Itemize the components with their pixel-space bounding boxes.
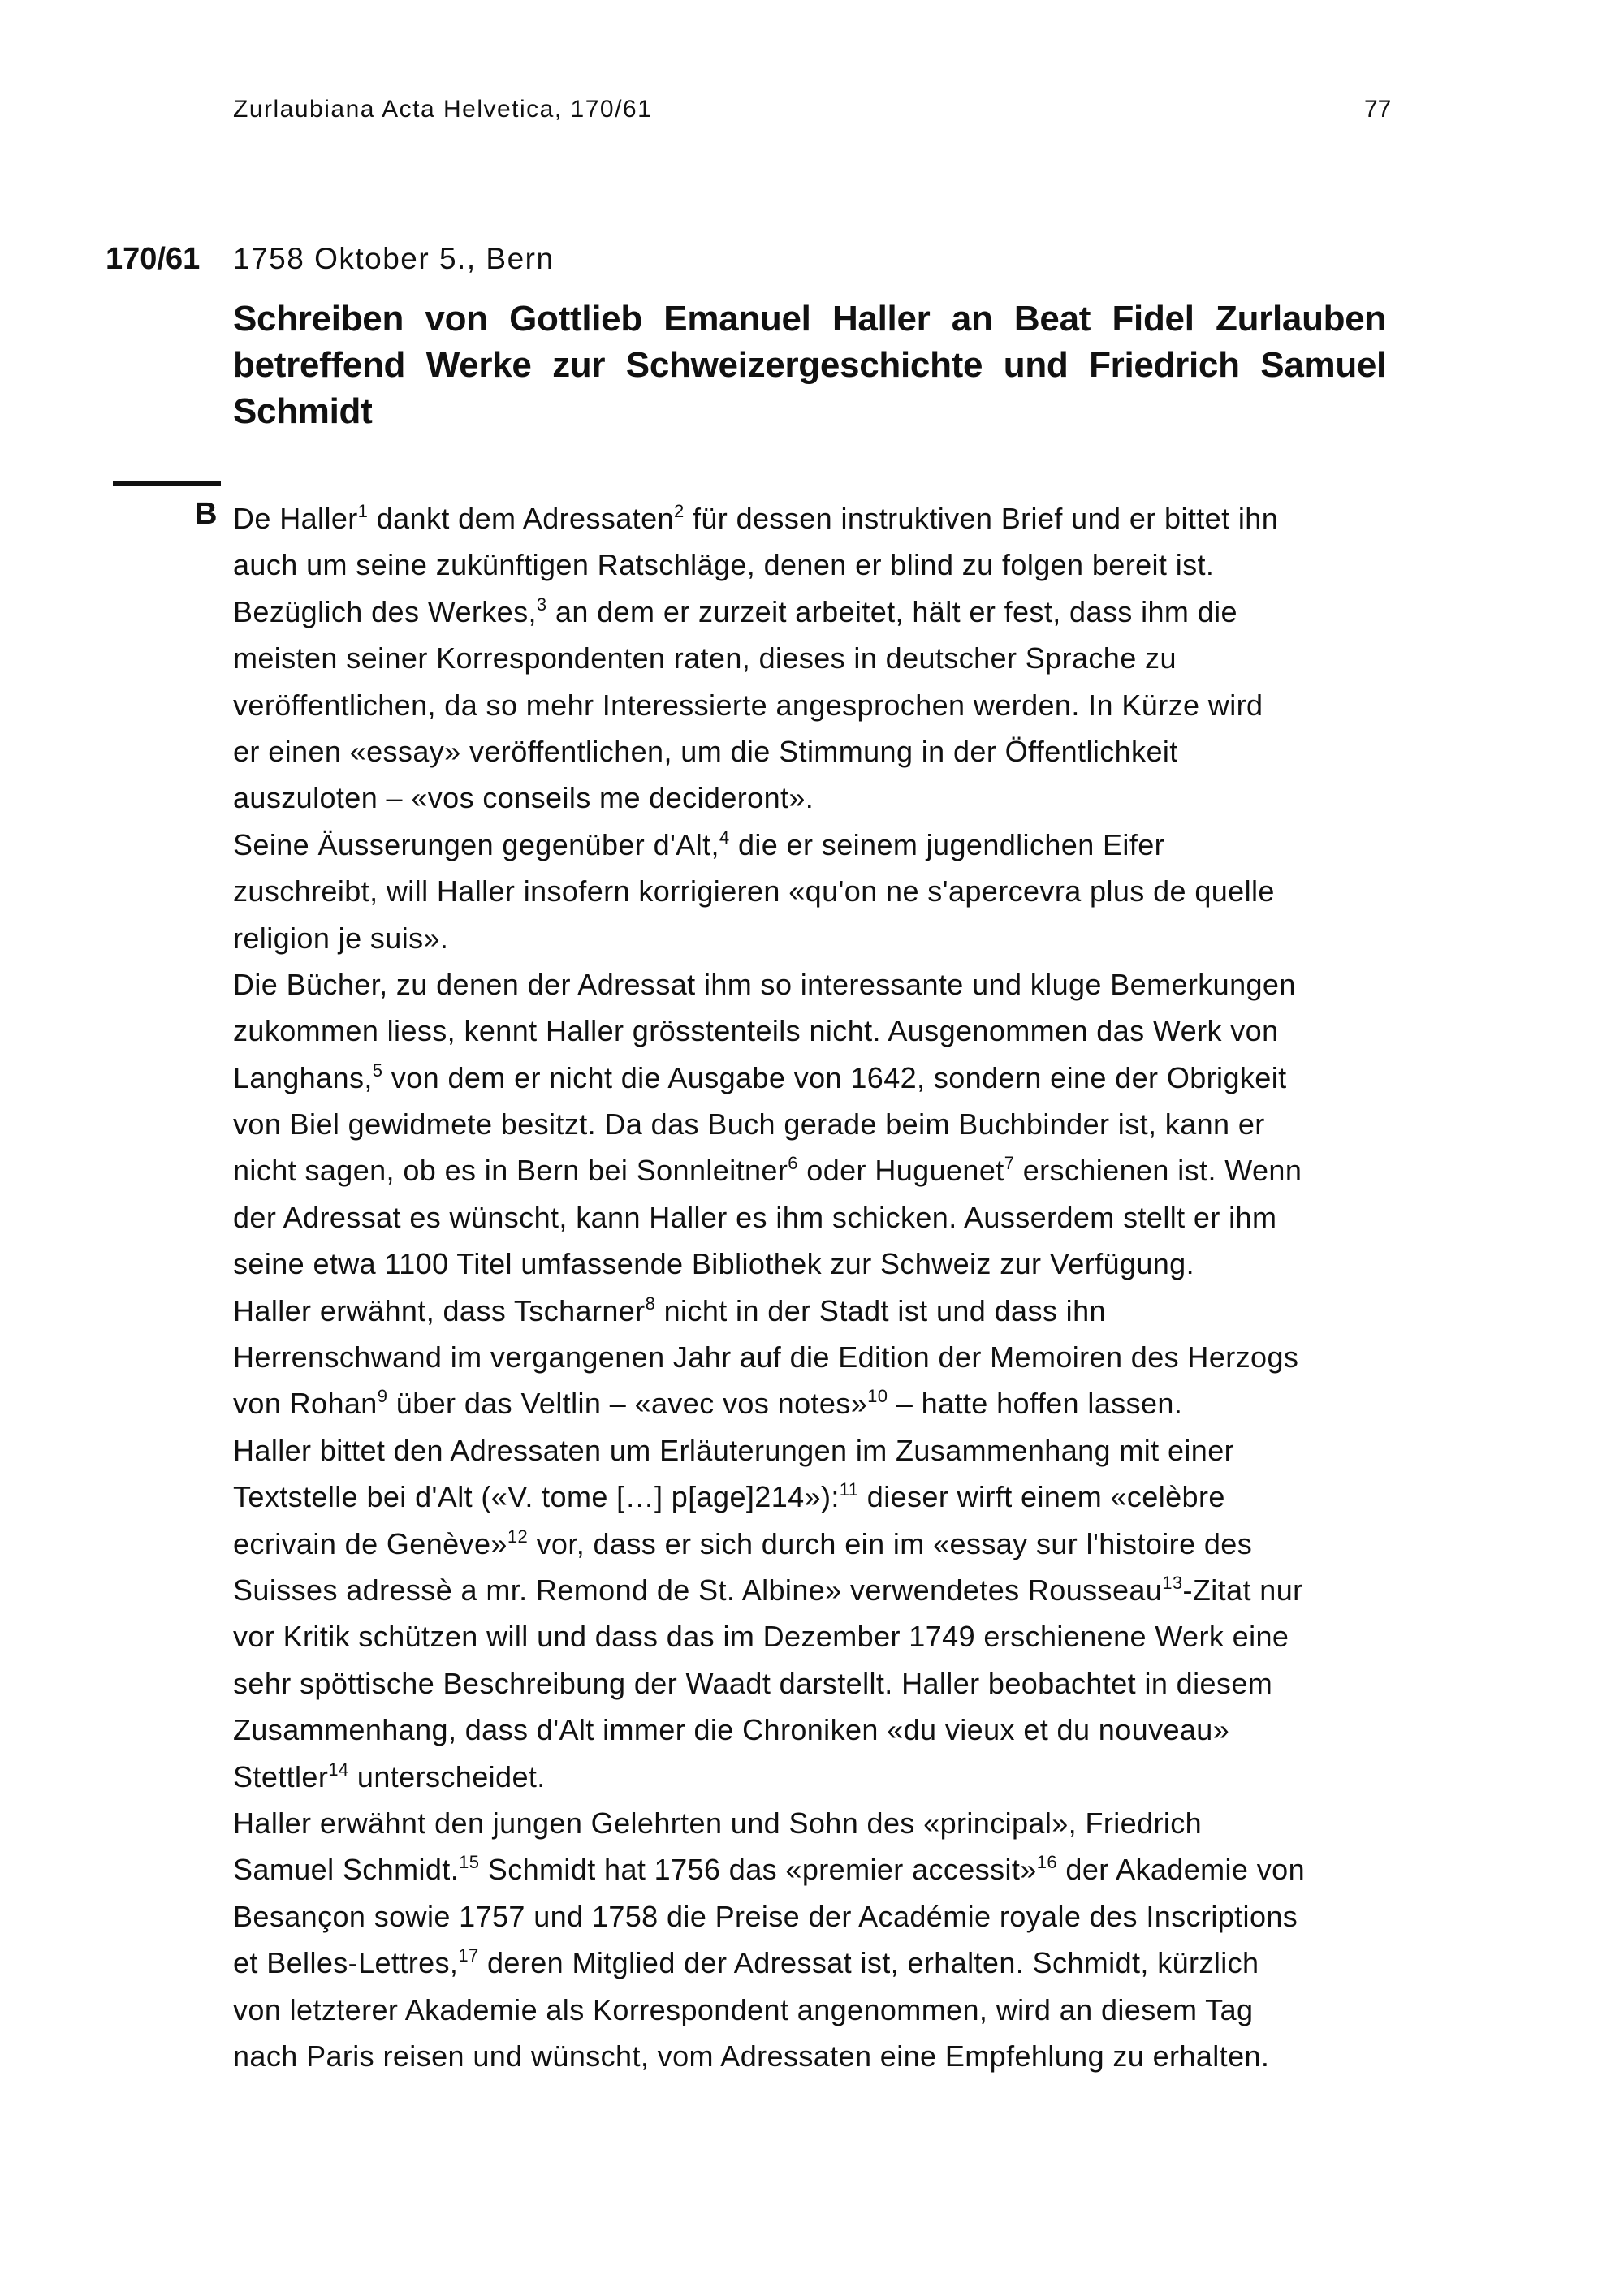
body-text: veröffentlichen, da so mehr Interessierte angesprochen werden. In Kürze wird: [233, 688, 1263, 722]
body-text: ecrivain de Genève»: [233, 1526, 508, 1560]
footnote-ref[interactable]: 4: [719, 826, 730, 848]
footnote-ref[interactable]: 7: [1004, 1153, 1015, 1174]
body-text: auch um seine zukünftigen Ratschläge, denen er blind zu folgen bereit ist.: [233, 548, 1215, 582]
body-line: [233, 1893, 1402, 1940]
body-line: [233, 1846, 1402, 1892]
body-line: [233, 1521, 1402, 1567]
body-text: von Rohan: [233, 1387, 378, 1421]
body-line: [233, 1147, 1402, 1193]
body-line: [233, 1567, 1402, 1613]
body-line: [233, 728, 1402, 775]
body-line: [233, 1288, 1402, 1334]
entry-title-line: betreffend Werke zur Schweizergeschichte und Friedrich Samuel: [233, 345, 1386, 385]
body-line: [233, 775, 1402, 821]
body-text: oder Huguenet: [797, 1154, 1004, 1188]
body-line: [233, 2033, 1402, 2079]
body-text: sehr spöttische Beschreibung der Waadt darstellt. Haller beobachtet in diesem: [233, 1666, 1273, 1700]
footnote-ref[interactable]: 10: [867, 1386, 888, 1407]
body-line: [233, 1334, 1402, 1380]
body-text: vor, dass er sich durch ein im «essay sur l'histoire des: [528, 1526, 1253, 1560]
body-line: [233, 495, 1402, 542]
body-line: [233, 961, 1402, 1008]
body-line: [233, 1940, 1402, 1986]
section-letter: B: [195, 497, 218, 531]
section-divider: [113, 481, 221, 486]
entry-title-line: Schreiben von Gottlieb Emanuel Haller an Beat Fidel Zurlauben: [233, 299, 1386, 339]
body-text: meisten seiner Korrespondenten raten, dieses in deutscher Sprache zu: [233, 641, 1177, 675]
body-text: zukommen liess, kennt Haller grösstenteils nicht. Ausgenommen das Werk von: [233, 1014, 1279, 1048]
body-text: nach Paris reisen und wünscht, vom Adressaten eine Empfehlung zu erhalten.: [233, 2039, 1270, 2073]
body-text: – hatte hoffen lassen.: [888, 1387, 1183, 1421]
body-line: [233, 1380, 1402, 1426]
body-text: unterscheidet.: [348, 1759, 546, 1793]
body-text: Langhans,: [233, 1060, 373, 1094]
footnote-ref[interactable]: 3: [536, 593, 547, 615]
body-text: Suisses adressè a mr. Remond de St. Albine» verwendetes Rousseau: [233, 1573, 1163, 1607]
body-text: er einen «essay» veröffentlichen, um die Stimmung in der Öffentlichkeit: [233, 734, 1178, 768]
body-line: [233, 1613, 1402, 1659]
body-text: Textstelle bei d'Alt («V. tome […] p[age]214»):: [233, 1480, 840, 1514]
footnote-ref[interactable]: 16: [1036, 1852, 1058, 1873]
body-line: [233, 1241, 1402, 1287]
footnote-ref[interactable]: 2: [673, 501, 685, 521]
entry-title: [233, 296, 1386, 434]
body-text: für dessen instruktiven Brief und er bittet ihn: [684, 502, 1279, 535]
body-line: [233, 1008, 1402, 1054]
body-line: [233, 1427, 1402, 1474]
footnote-ref[interactable]: 5: [372, 1060, 383, 1081]
body-text: dankt dem Adressaten: [368, 502, 674, 535]
entry-date-place: 1758 Oktober 5., Bern: [233, 242, 555, 275]
body-line: [233, 1987, 1402, 2033]
body-line: [233, 1101, 1402, 1147]
summary-body: [233, 495, 1402, 2079]
body-line: [233, 1660, 1402, 1707]
body-text: nicht in der Stadt ist und dass ihn: [655, 1293, 1106, 1327]
body-text: Besançon sowie 1757 und 1758 die Preise der Académie royale des Inscriptions: [233, 1899, 1298, 1933]
body-line: [233, 635, 1402, 681]
body-text: nicht sagen, ob es in Bern bei Sonnleitner: [233, 1154, 788, 1188]
body-text: dieser wirft einem «celèbre: [858, 1480, 1225, 1514]
footnote-ref[interactable]: 1: [357, 501, 369, 521]
entry-title-line: Schmidt: [233, 391, 373, 431]
body-line: [233, 1800, 1402, 1846]
footnote-ref[interactable]: 14: [328, 1759, 349, 1780]
body-line: [233, 822, 1402, 868]
body-line: [233, 1055, 1402, 1101]
footnote-ref[interactable]: 8: [645, 1293, 656, 1314]
running-title: Zurlaubiana Acta Helvetica, 170/61: [233, 96, 653, 123]
body-text: Samuel Schmidt.: [233, 1853, 460, 1887]
body-text: Herrenschwand im vergangenen Jahr auf die Edition der Memoiren des Herzogs: [233, 1340, 1299, 1375]
body-text: Haller bittet den Adressaten um Erläuterungen im Zusammenhang mit einer: [233, 1433, 1235, 1467]
body-text: Seine Äusserungen gegenüber d'Alt,: [233, 827, 719, 861]
body-text: -Zitat nur: [1182, 1573, 1303, 1607]
body-text: an dem er zurzeit arbeitet, hält er fest, dass ihm die: [546, 594, 1237, 628]
body-text: Stettler: [233, 1759, 329, 1793]
body-line: [233, 589, 1402, 635]
footnote-ref[interactable]: 11: [839, 1479, 859, 1500]
body-text: religion je suis».: [233, 921, 449, 955]
body-text: die er seinem jugendlichen Eifer: [729, 827, 1165, 861]
body-line: [233, 868, 1402, 914]
footnote-ref[interactable]: 15: [459, 1852, 480, 1873]
body-line: [233, 542, 1402, 588]
body-text: von Biel gewidmete besitzt. Da das Buch gerade beim Buchbinder ist, kann er: [233, 1107, 1265, 1142]
body-line: [233, 1474, 1402, 1520]
body-text: von letzterer Akademie als Korrespondent angenommen, wird an diesem Tag: [233, 1992, 1254, 2026]
footnote-ref[interactable]: 9: [377, 1386, 388, 1407]
body-line: [233, 1707, 1402, 1753]
footnote-ref[interactable]: 6: [788, 1153, 798, 1174]
body-text: Schmidt hat 1756 das «premier accessit»: [479, 1853, 1037, 1887]
body-text: et Belles-Lettres,: [233, 1946, 459, 1980]
body-text: zuschreibt, will Haller insofern korrigieren «qu'on ne s'apercevra plus de quelle: [233, 874, 1275, 908]
body-line: [233, 915, 1402, 961]
body-text: Die Bücher, zu denen der Adressat ihm so interessante und kluge Bemerkungen: [233, 967, 1296, 1001]
footnote-ref[interactable]: 12: [507, 1526, 529, 1547]
body-text: Zusammenhang, dass d'Alt immer die Chroniken «du vieux et du nouveau»: [233, 1713, 1230, 1747]
body-text: Haller erwähnt den jungen Gelehrten und Sohn des «principal», Friedrich: [233, 1806, 1203, 1840]
body-text: deren Mitglied der Adressat ist, erhalten. Schmidt, kürzlich: [478, 1946, 1259, 1980]
body-text: erschienen ist. Wenn: [1014, 1154, 1302, 1188]
entry-number: 170/61: [106, 242, 201, 276]
footnote-ref[interactable]: 17: [458, 1945, 479, 1966]
body-text: der Adressat es wünscht, kann Haller es ihm schicken. Ausserdem stellt er ihm: [233, 1200, 1277, 1234]
body-text: vor Kritik schützen will und dass das im Dezember 1749 erschienene Werk eine: [233, 1620, 1289, 1654]
body-text: der Akademie von: [1057, 1853, 1305, 1887]
body-text: Haller erwähnt, dass Tscharner: [233, 1293, 646, 1327]
body-text: von dem er nicht die Ausgabe von 1642, sondern eine der Obrigkeit: [382, 1060, 1287, 1094]
footnote-ref[interactable]: 13: [1162, 1572, 1183, 1593]
body-line: [233, 682, 1402, 728]
body-text: auszuloten – «vos conseils me decideront».: [233, 781, 814, 815]
body-line: [233, 1194, 1402, 1241]
body-text: Bezüglich des Werkes,: [233, 594, 537, 628]
body-text: über das Veltlin – «avec vos notes»: [387, 1387, 868, 1421]
body-text: seine etwa 1100 Titel umfassende Bibliothek zur Schweiz zur Verfügung.: [233, 1247, 1194, 1281]
body-text: De Haller: [233, 502, 358, 535]
page-number: 77: [1364, 96, 1392, 123]
body-line: [233, 1754, 1402, 1800]
